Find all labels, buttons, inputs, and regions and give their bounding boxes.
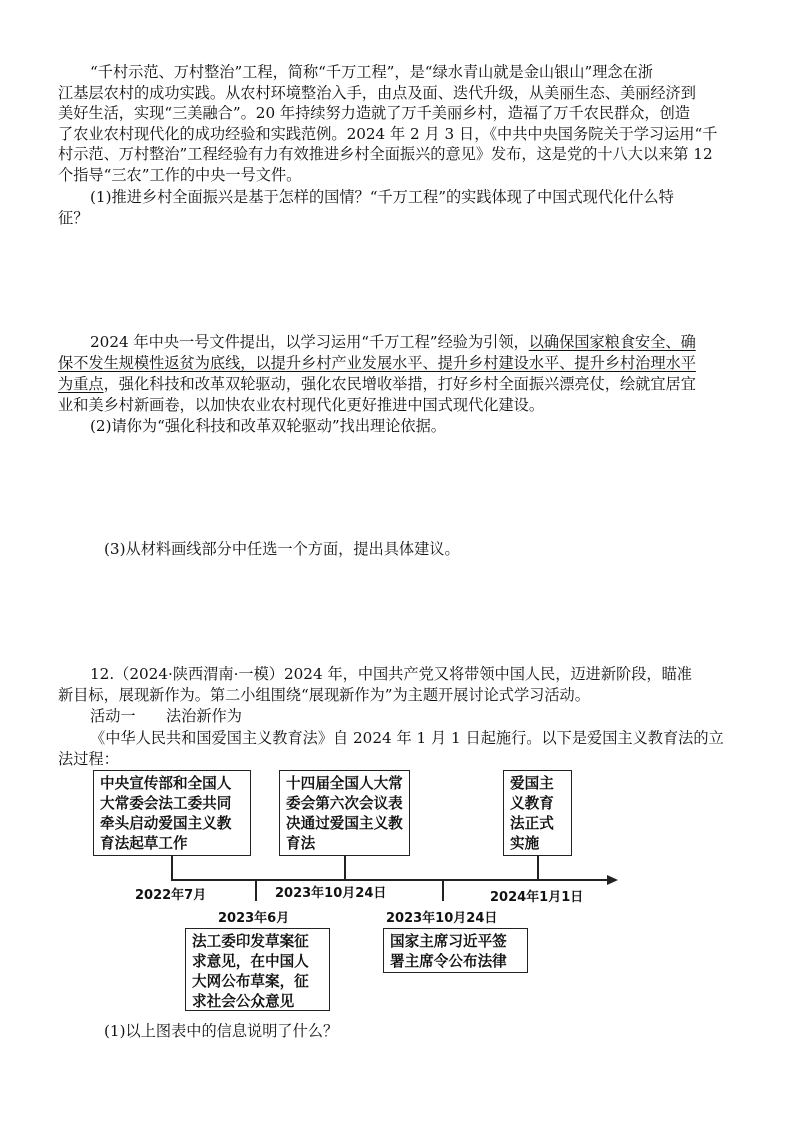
question-3: (3)从材料画线部分中任选一个方面，提出具体建议。 (104, 540, 460, 558)
underlined-text: 保不发生规模性返贫为底线，以提升乡村产业发展水平、提升乡村建设水平、提升乡村治理水平 (58, 354, 696, 372)
underlined-text: 为重点 (58, 375, 104, 393)
question-12-stem: 12.（2024·陕西渭南·一模）2024 年，中国共产党又将带领中国人民，迈进新阶段，瞄准 (90, 665, 692, 683)
timeline-connector (344, 856, 346, 880)
timeline-tick (255, 880, 257, 901)
timeline-box-vote: 十四届全国人大常委会第六次会议表决通过爱国主义教育法 (279, 770, 410, 856)
timeline-date: 2023年6月 (218, 911, 290, 926)
question-1: (1)推进乡村全面振兴是基于怎样的国情？“千万工程”的实践体现了中国式现代化什么特 (90, 188, 674, 206)
timeline-box-drafting: 中央宣传部和全国人大常委会法工委共同牵头启动爱国主义教育法起草工作 (93, 770, 251, 856)
timeline-date: 2024年1月1日 (490, 890, 584, 905)
passage-1-line: 村示范、万村整治”工程经验有力有效推进乡村全面振兴的意见》发布，这是党的十八大以来第 12 (58, 145, 713, 163)
question-1-cont: 征？ (58, 208, 89, 227)
question-12-stem-cont: 新目标，展现新作为。第二小组围绕“展现新作为”为主题开展讨论式学习活动。 (58, 686, 590, 704)
timeline-box-promulgation: 国家主席习近平签署主席令公布法律 (383, 928, 528, 973)
passage-1-line: 个指导“三农”工作的中央一号文件。 (58, 165, 302, 184)
passage-1-line: “千村示范、万村整治”工程，简称“千万工程”，是“绿水青山就是金山银山”理念在浙 (90, 63, 653, 81)
activity-heading: 活动一 法治新作为 (90, 707, 242, 725)
passage-1-line: 江基层农村的成功实践。从农村环境整治入手，由点及面、迭代升级，从美丽生态、美丽经济到 (58, 83, 696, 102)
question-2: (2)请你为“强化科技和改革双轮驱动”找出理论依据。 (90, 417, 446, 435)
timeline-date: 2023年10月24日 (275, 886, 387, 901)
underlined-text: 以确保国家粮食安全、确 (528, 333, 696, 351)
law-intro: 《中华人民共和国爱国主义教育法》自 2024 年 1 月 1 日起施行。以下是爱国主义教育法的立 (90, 729, 724, 747)
timeline-date: 2023年10月24日 (386, 911, 498, 926)
passage-2-line (58, 353, 740, 374)
passage-1-line: 美好生活，实现“三美融合”。20 年持续努力造就了万千美丽乡村，造福了万千农民群众，创造 (58, 104, 690, 122)
timeline-box-implementation: 爱国主义教育法正式实施 (503, 770, 572, 856)
passage-2-text: 2024 年中央一号文件提出，以学习运用“千万工程”经验为引领， (90, 333, 529, 351)
timeline-axis (171, 879, 609, 881)
passage-1-line: 了农业农村现代化的成功经验和实践范例。2024 年 2 月 3 日，《中共中央国务院关于学习运用“千 (58, 124, 718, 143)
timeline-box-public-comment: 法工委印发草案征求意见，在中国人大网公布草案，征求社会公众意见 (185, 928, 330, 1011)
law-intro-cont: 法过程： (58, 750, 119, 768)
timeline-connector (171, 856, 173, 880)
question-12-1: (1)以上图表中的信息说明了什么？ (104, 1022, 339, 1040)
passage-2-line: 业和美乡村新画卷，以加快农业农村现代化更好推进中国式现代化建设。 (58, 396, 544, 414)
arrow-right-icon (607, 875, 618, 885)
timeline-connector (537, 856, 539, 880)
passage-2-line (58, 332, 740, 353)
passage-2-text: ，强化科技和改革双轮驱动，强化农民增收举措，打好乡村全面振兴漂亮仗，绘就宜居宜 (103, 375, 696, 393)
passage-2-line (58, 374, 740, 395)
timeline-date: 2022年7月 (135, 888, 207, 903)
timeline-tick (442, 880, 444, 901)
